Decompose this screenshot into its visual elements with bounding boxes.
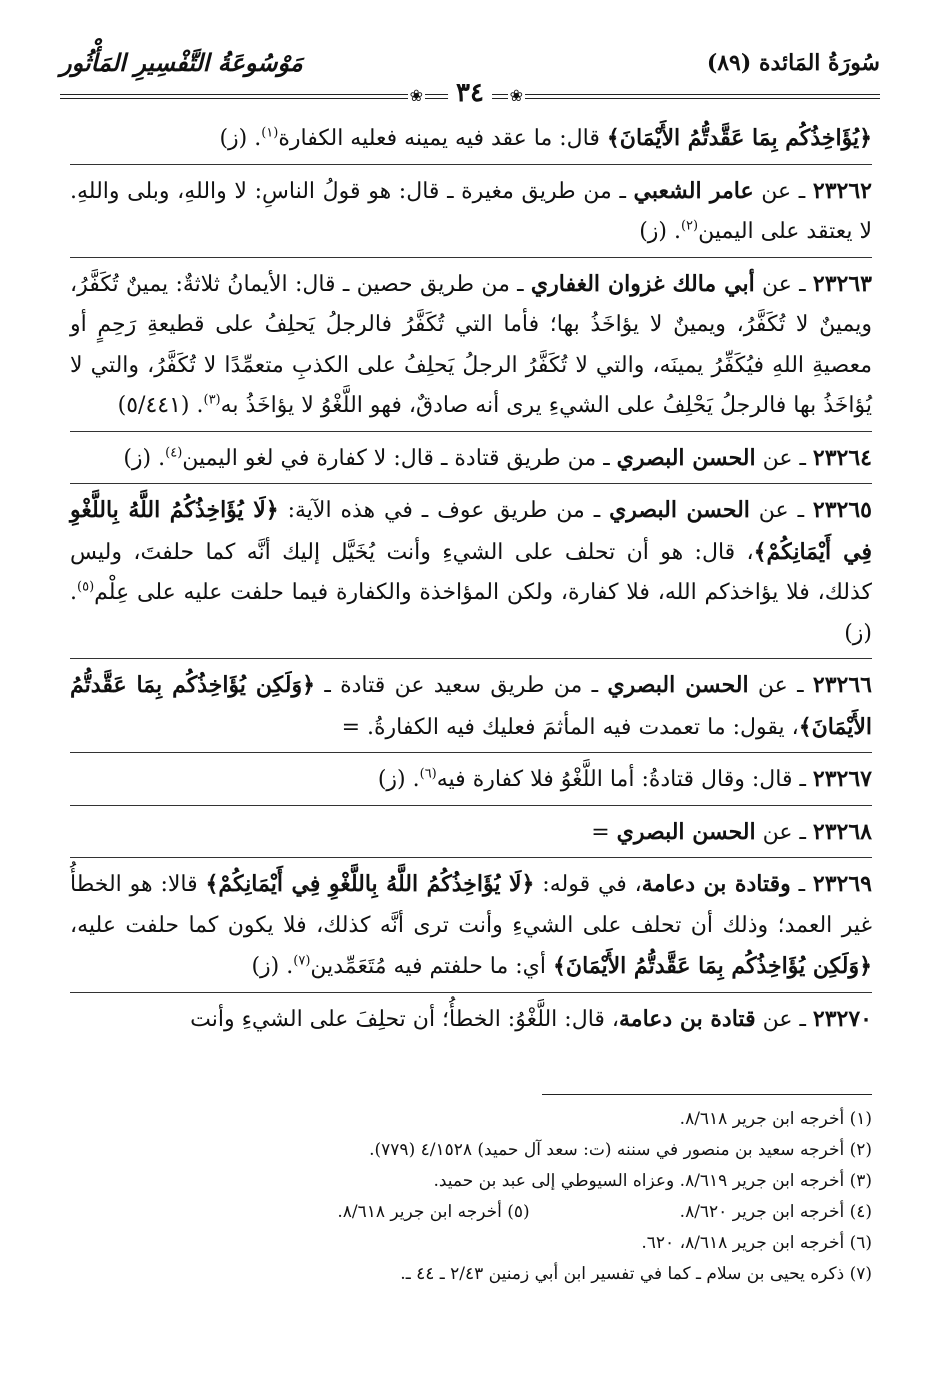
entry-divider [70, 992, 872, 993]
footnote-ref: (٤) [165, 445, 183, 461]
entry-number: ٢٣٢٦٧ [812, 766, 872, 792]
footnote-ref: (١) [261, 125, 279, 141]
entry-number: ٢٣٢٦٦ [812, 672, 872, 698]
footnote-7: (٧) ذكره يحيى بن سلام ـ كما في تفسير ابن أبي زمنين ٢/٤٣ ـ ٤٤ ـ. [400, 1264, 872, 1284]
entry-text: ـ عن [755, 445, 813, 471]
entry-text: ـ [790, 872, 813, 897]
entry-divider [70, 431, 872, 432]
hadith-entry [70, 812, 872, 854]
footnote-ref: (٥) [77, 579, 95, 595]
entry-text: ـ عن [754, 271, 813, 297]
entry-number: ٢٣٢٦٩ [812, 871, 872, 897]
hadith-entry [70, 999, 872, 1041]
entry-divider [70, 164, 872, 165]
entry-text: ، يقول: ما تعمدت فيه المأثمَ فعليك فيه الكفارةُ. = [341, 714, 799, 740]
entry-divider [70, 257, 872, 258]
entry-number: ٢٣٢٦٥ [812, 497, 872, 523]
page-number: ٣٤ [448, 78, 492, 108]
flower-ornament-icon: ❀ [509, 86, 523, 105]
entry-text: ـ عن [748, 673, 813, 698]
entry-text: . (٥/٤٤١) [117, 393, 204, 418]
entry-text: ـ عن [755, 819, 813, 845]
quran-verse: ﴿لَا يُؤَاخِذُكُمُ اللَّهُ بِاللَّغْوِ فِي أَيْمَانِكُمْ﴾ [70, 497, 872, 565]
footnote-rule [542, 1094, 872, 1095]
entry-text: . (ز) [377, 767, 420, 792]
entry-text: ـ من طريق قتادة ـ قال: لا كفارة في لغو اليمين [182, 445, 617, 471]
hadith-entry [70, 171, 872, 253]
narrator-name: الحسن البصري [616, 444, 756, 471]
narrator-name: الحسن البصري [616, 818, 756, 845]
entry-text: . (ز) [251, 954, 294, 979]
footnote-6: (٦) أخرجه ابن جرير ٨/٦١٨، ٦٢٠. [641, 1233, 872, 1253]
entry-number: ٢٣٢٦٣ [812, 270, 872, 297]
footnote-pair [70, 1197, 872, 1228]
footnote-1: (١) أخرجه ابن جرير ٨/٦١٨. [679, 1109, 872, 1129]
entry-text: ـ من طريق سعيد عن قتادة ـ [315, 673, 608, 698]
footnote-2: (٢) أخرجه سعيد بن منصور في سننه (ت: سعد آل حميد) ٤/١٥٢٨ (٧٧٩). [369, 1140, 872, 1160]
flower-ornament-icon: ❀ [409, 86, 423, 105]
entry-number: ٢٣٢٦٨ [812, 818, 872, 845]
entry-text: قال: ما عقد فيه يمينه فعليه الكفارة [278, 126, 607, 151]
quran-verse: ﴿يُؤَاخِذُكُم بِمَا عَقَّدتُّمُ الأَيْمَانَ﴾ [606, 125, 872, 151]
entry-text: . (ز) [639, 219, 681, 244]
surah-title: سُورَةُ المَائدة (٨٩) [706, 50, 880, 76]
footnote-4: (٤) أخرجه ابن جرير ٨/٦٢٠. [679, 1202, 872, 1222]
footnote-ref: (٧) [293, 953, 311, 969]
entry-text: ، قال: اللَّغْوُ: الخطأُ؛ أن تحلِفَ على الشيءِ وأنت [190, 1006, 620, 1032]
page-header [60, 42, 880, 108]
entry-divider [70, 658, 872, 659]
hadith-entry [70, 438, 872, 480]
narrator-name: عامر الشعبي [633, 177, 754, 204]
entry-divider [70, 857, 872, 858]
quran-verse: ﴿لَا يُؤَاخِذُكُمُ اللَّهُ بِاللَّغْوِ فِي أَيْمَانِكُمْ﴾ [205, 871, 535, 897]
entry-text: . (ز) [219, 126, 262, 151]
entry-text: ـ من طريق عوف ـ في هذه الآية: [278, 498, 610, 523]
footnote-ref: (٣) [203, 392, 221, 408]
entry-divider [70, 483, 872, 484]
hadith-entry [70, 759, 872, 801]
hadith-entry [70, 490, 872, 654]
entry-text: قالا: هو الخطأُ غير العمد؛ وذلك أن تحلف على الشيءِ وأنت ترى أنَّه كذلك، فلا يكون كما حلفت عليه، [70, 872, 872, 938]
entry-text: ، قال: هو أن تحلف على الشيءِ وأنت يُخَيَّل إليك أنَّه كما حلفتَ، وليس كذلك، فلا يؤاخذكم الله، فلا كفارة، ولكن المؤاخذة والكفارة فيما حلفت عليه على عِلْم [70, 539, 872, 605]
quran-verse: ﴿وَلَكِن يُؤَاخِذُكُم بِمَا عَقَّدتُّمُ الأَيْمَانَ﴾ [70, 672, 872, 740]
hadith-entry [70, 864, 872, 988]
entry-text: . (ز) [70, 580, 872, 646]
narrator-name: أبي مالك غزوان الغفاري [530, 270, 755, 297]
entry-text: ـ عن [753, 178, 813, 204]
hadith-entry [70, 665, 872, 748]
entry-text: أي: ما حلفتم فيه مُتَعَمِّدين [310, 954, 554, 979]
footnote-5: (٥) أخرجه ابن جرير ٨/٦١٨. [337, 1202, 530, 1222]
entry-divider [70, 752, 872, 753]
entry-text: ، في قوله: [534, 872, 642, 897]
entry-number: ٢٣٢٦٤ [812, 444, 872, 471]
entry-text: ـ قال: وقال قتادةُ: أما اللَّغْوُ فلا كفارة فيه [436, 767, 813, 792]
entry-divider [70, 805, 872, 806]
quran-verse: ﴿وَلَكِن يُؤَاخِذُكُم بِمَا عَقَّدتُّمُ الأَيْمَانَ﴾ [553, 953, 872, 979]
footnote-3: (٣) أخرجه ابن جرير ٨/٦١٩. وعزاه السيوطي إلى عبد بن حميد. [433, 1171, 872, 1191]
entry-text: ـ من طريق حصين ـ قال: الأيمانُ ثلاثةٌ: يمينٌ تُكَفَّرُ، ويمينٌ لا تُكَفَّرُ، ويمينٌ لا يؤاخَذُ بها؛ فأما التي تُكَفَّرُ فالرجلُ يَحلِفُ على قطيعةِ رَحِمٍ أو معصيةِ اللهِ فيُكَفِّرُ يمينَه، والتي لا تُكَفَّرُ الرجلُ يَحلِفُ على الكذبِ متعمِّدًا لا تُكَفَّرُ، والتي لا يُؤاخَذُ بها فالرجلُ يَحْلِفُ على الشيءِ يرى أنه صادقٌ، فهو اللَّغْوُ لا يؤاخَذُ به [70, 271, 872, 418]
footnote-ref: (٦) [419, 766, 437, 782]
narrator-name: الحسن البصري [607, 672, 749, 698]
entry-text: ـ عن [749, 498, 813, 523]
book-title: مَوْسُوعَةُ التَّفْسِيرِ المَأْثُور [60, 48, 303, 77]
entry-text: ـ من طريق مغيرة ـ قال: هو قولُ الناسِ: لا واللهِ، وبلى واللهِ. لا يعتقد على اليمين [70, 178, 872, 244]
entry-number: ٢٣٢٧٠ [812, 1005, 872, 1032]
footnote-ref: (٢) [680, 218, 699, 234]
footnotes [70, 1104, 872, 1290]
entry-text: . (ز) [123, 445, 166, 471]
entry-number: ٢٣٢٦٢ [812, 177, 872, 204]
narrator-name: الحسن البصري [609, 497, 750, 523]
main-text [70, 118, 872, 1040]
narrator-name: قتادة بن دعامة [619, 1005, 756, 1032]
hadith-entry [70, 264, 872, 427]
hadith-entry [70, 118, 872, 160]
entry-text: = [591, 819, 617, 845]
entry-text: ـ عن [755, 1006, 813, 1032]
narrator-name: وقتادة بن دعامة [641, 871, 791, 897]
